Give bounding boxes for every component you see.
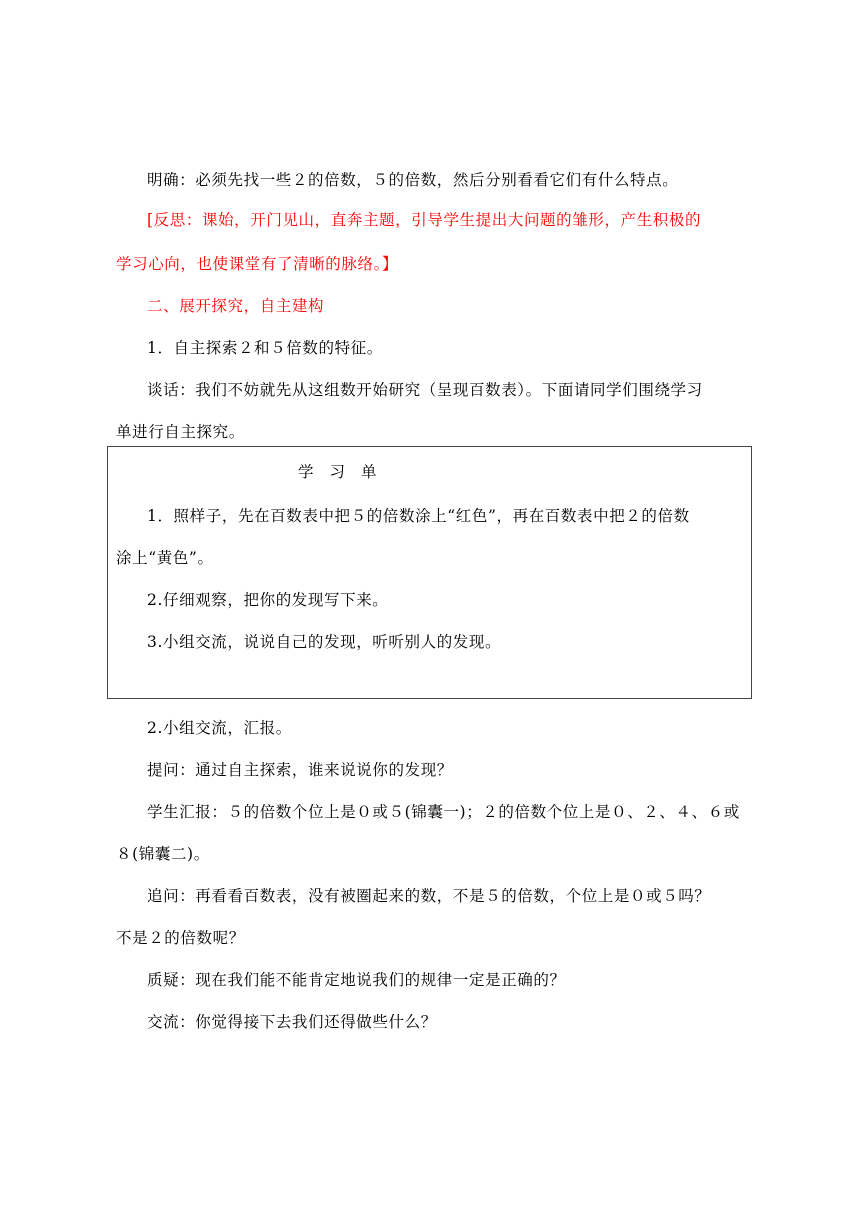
paragraph-ask: 提问：通过自主探索，谁来说说你的发现？	[147, 761, 453, 779]
worksheet-title: 学习单	[298, 463, 393, 481]
item-2-group-report: 2.小组交流，汇报。	[147, 719, 292, 737]
section-heading-explore: 二、展开探究，自主建构	[147, 297, 325, 315]
document-page	[116, 0, 750, 1216]
paragraph-clarify: 明确：必须先找一些２的倍数，５的倍数，然后分别看看它们有什么特点。	[147, 171, 679, 189]
paragraph-exchange: 交流：你觉得接下去我们还得做些什么？	[147, 1013, 437, 1031]
paragraph-doubt: 质疑：现在我们能不能肯定地说我们的规律一定是正确的？	[147, 971, 566, 989]
worksheet-task-2: 2.仔细观察，把你的发现写下来。	[147, 591, 389, 609]
student-report-line-1: 学生汇报：５的倍数个位上是０或５(锦囊一)；２的倍数个位上是０、２、４、６或	[147, 803, 740, 821]
followup-line-2: 不是２的倍数呢？	[116, 929, 245, 947]
item-1-explore-features: 1．自主探索２和５倍数的特征。	[147, 339, 383, 357]
worksheet-task-1-line-2: 涂上“黄色”。	[116, 549, 214, 567]
student-report-line-2: ８(锦囊二)。	[116, 845, 210, 863]
reflection-line-2: 学习心向，也使课堂有了清晰的脉络。】	[116, 255, 399, 273]
worksheet-task-1-line-1: 1．照样子，先在百数表中把５的倍数涂上“红色”，再在百数表中把２的倍数	[147, 507, 690, 525]
worksheet-task-3: 3.小组交流，说说自己的发现，听听别人的发现。	[147, 633, 502, 651]
reflection-line-1: [反思：课始，开门见山，直奔主题，引导学生提出大问题的雏形，产生积极的	[147, 211, 702, 229]
talk-line-2: 单进行自主探究。	[116, 423, 245, 441]
talk-line-1: 谈话：我们不妨就先从这组数开始研究（呈现百数表）。下面请同学们围绕学习	[147, 381, 703, 399]
followup-line-1: 追问：再看看百数表，没有被圈起来的数，不是５的倍数，个位上是０或５吗？	[147, 887, 711, 905]
